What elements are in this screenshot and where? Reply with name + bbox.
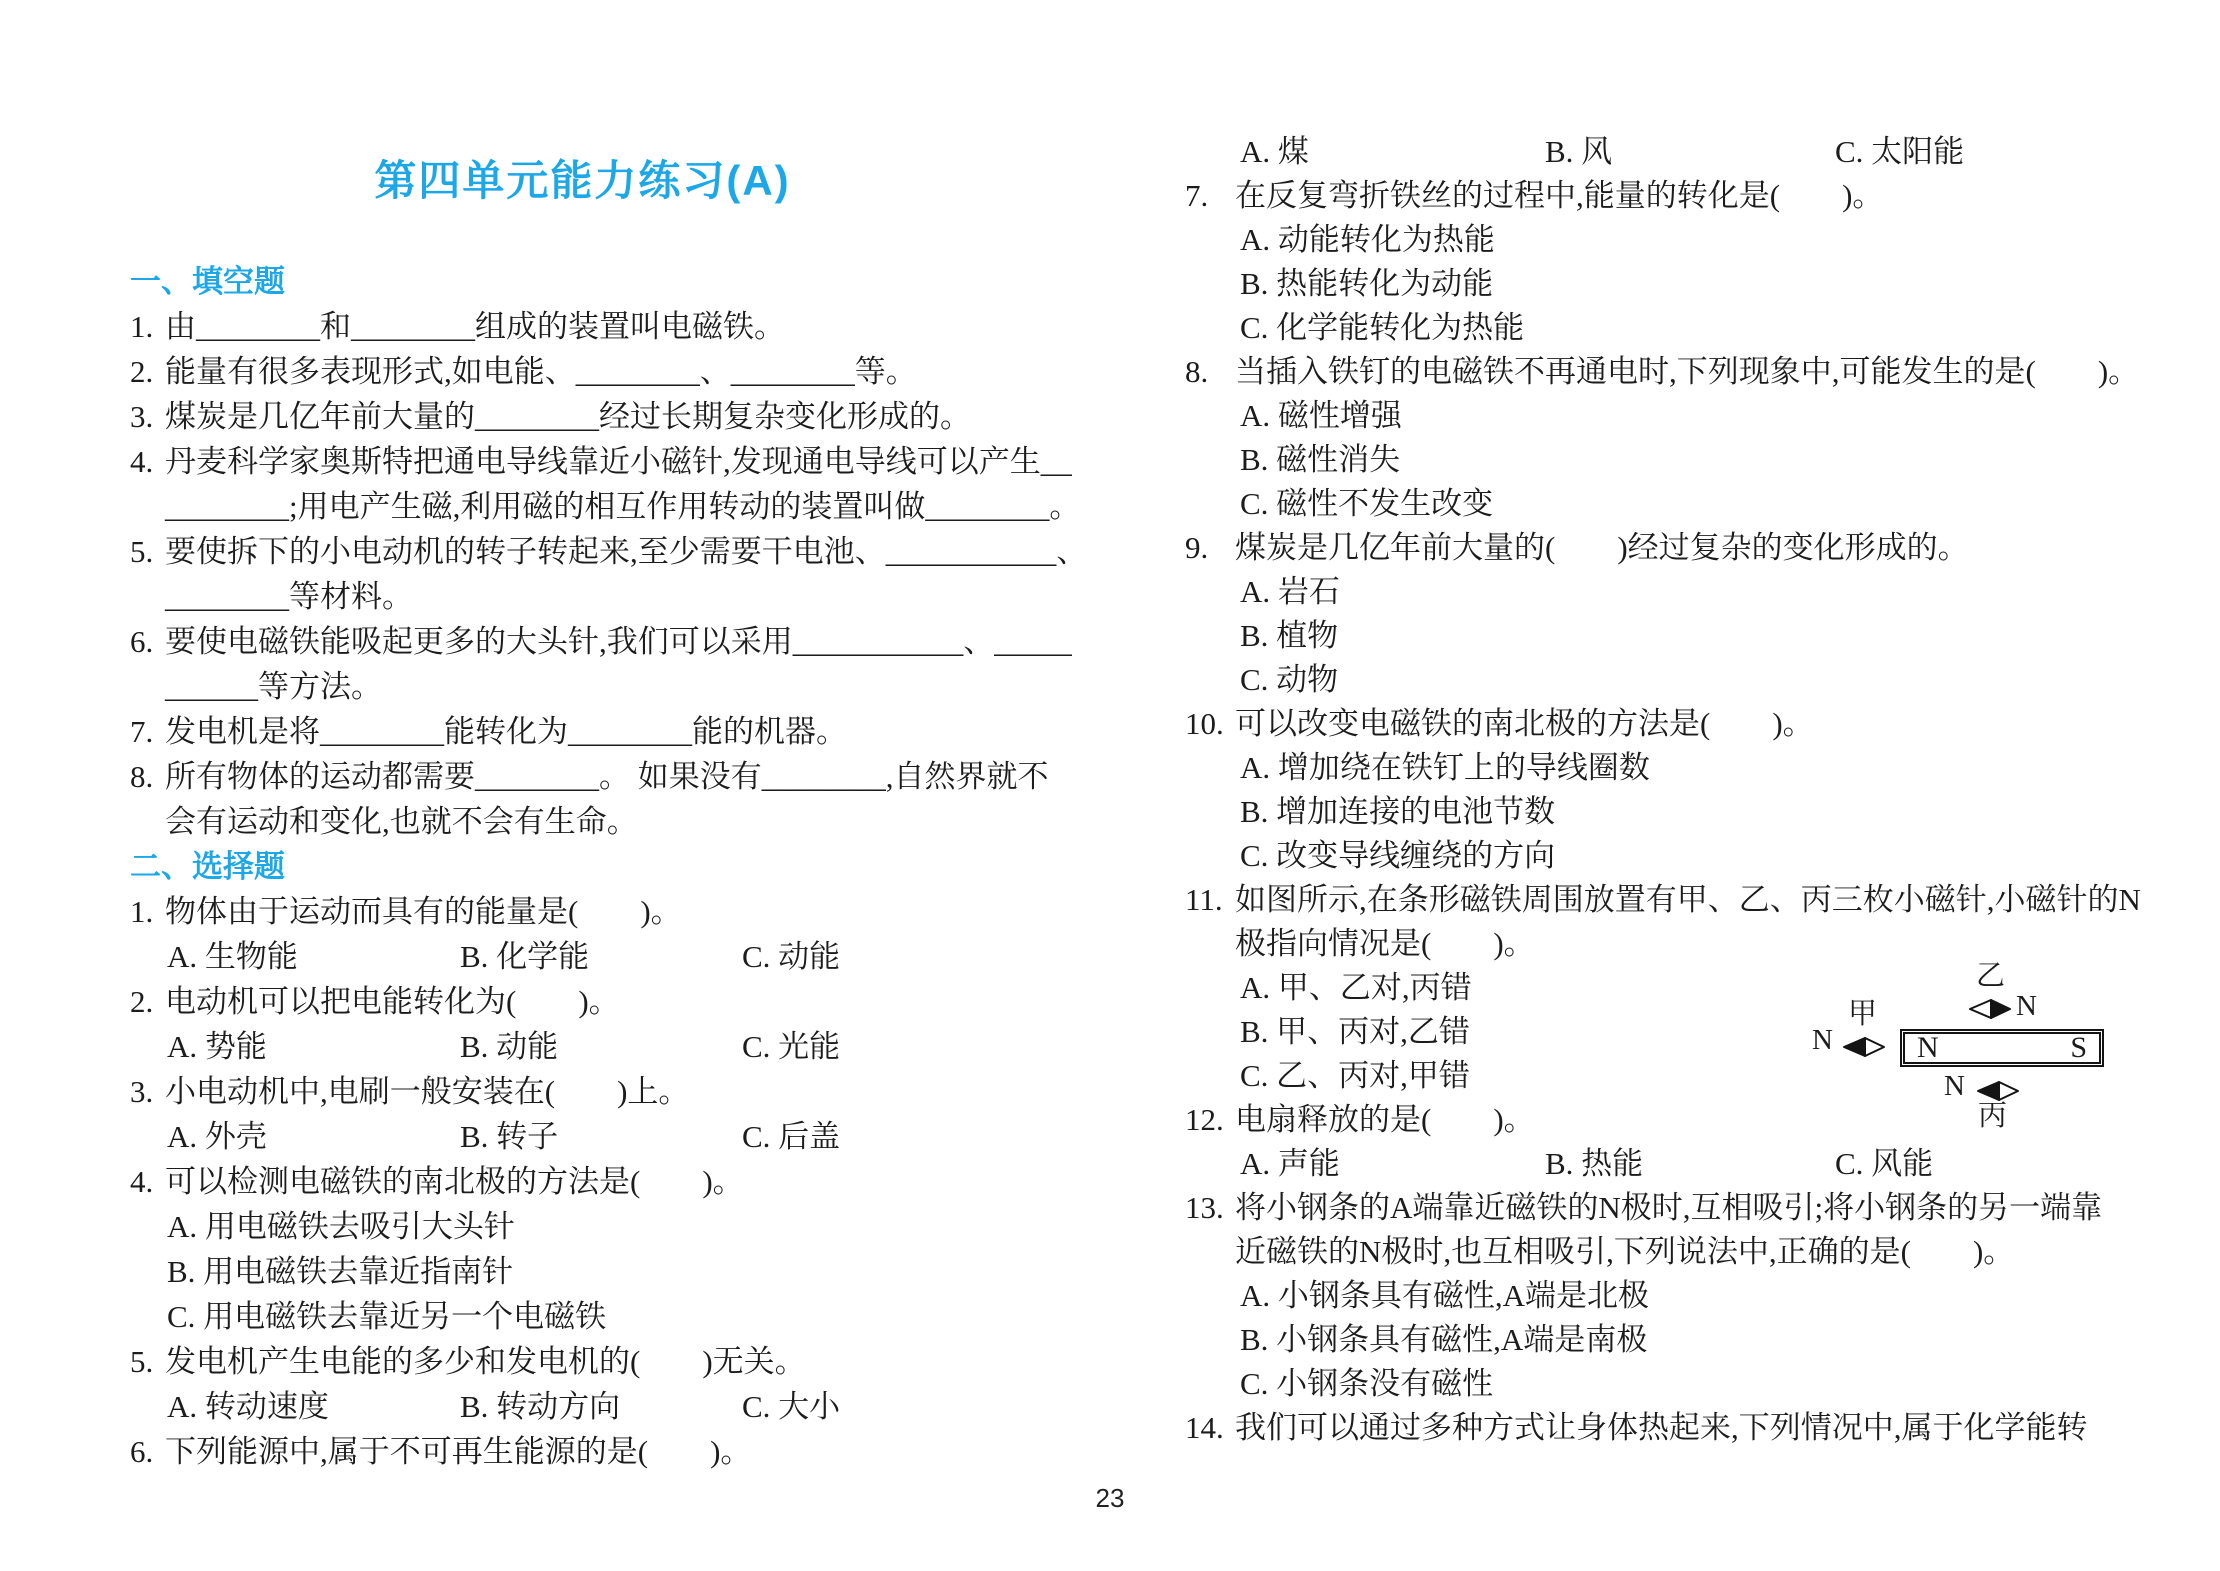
option-text: B. 磁性消失: [1240, 442, 1401, 477]
option-text: B. 甲、丙对,乙错: [1240, 1014, 1470, 1049]
question-text: 在反复弯折铁丝的过程中,能量的转化是( )。: [1235, 178, 1884, 213]
option-text: C. 改变导线缠绕的方向: [1240, 838, 1556, 873]
continuation-line: [130, 577, 1035, 622]
continuation-line: [130, 487, 1081, 532]
option-text: A. 动能转化为热能: [1240, 222, 1495, 257]
question-line: [130, 982, 1035, 1027]
option-line: [1185, 836, 2165, 880]
magnet-n-label: N: [1917, 1031, 1939, 1064]
page-title: 第四单元能力练习(A): [374, 157, 791, 204]
question-number: 13.: [1185, 1190, 1224, 1225]
question-number: 5.: [130, 534, 154, 569]
option-a: A. 声能: [1240, 1146, 1340, 1181]
option-text: B. 增加连接的电池节数: [1240, 794, 1556, 829]
needle-n-label: N: [1812, 1024, 1833, 1056]
question-text: 煤炭是几亿年前大量的( )经过复杂的变化形成的。: [1235, 530, 1969, 565]
option-c: C. 光能: [742, 1029, 841, 1064]
question-text: 电动机可以把电能转化为( )。: [165, 984, 620, 1019]
option-a: A. 转动速度: [167, 1389, 329, 1424]
continuation-line: [130, 802, 1035, 847]
question-number: 9.: [1185, 530, 1209, 565]
option-text: C. 动物: [1240, 662, 1339, 697]
question-text: 发电机产生电能的多少和发电机的( )无关。: [165, 1344, 806, 1379]
question-number: 6.: [130, 1434, 154, 1469]
question-line: [130, 622, 1072, 667]
compass-needle-icon: [1968, 997, 2012, 1021]
question-number: 1.: [130, 894, 154, 929]
continuation-line: [1185, 1232, 2165, 1276]
option-text: C. 磁性不发生改变: [1240, 486, 1494, 521]
question-text: 将小钢条的A端靠近磁铁的N极时,互相吸引;将小钢条的另一端靠: [1235, 1190, 2103, 1225]
question-line: [130, 442, 1072, 487]
option-text: C. 化学能转化为热能: [1240, 310, 1525, 345]
continuation-text: 近磁铁的N极时,也互相吸引,下列说法中,正确的是( )。: [1235, 1234, 2015, 1269]
question-number: 5.: [130, 1344, 154, 1379]
question-text: 小电动机中,电刷一般安装在( )上。: [165, 1074, 690, 1109]
question-number: 2.: [130, 984, 154, 1019]
option-text: B. 热能转化为动能: [1240, 266, 1494, 301]
option-c: C. 风能: [1835, 1146, 1934, 1181]
option-a: A. 势能: [167, 1029, 267, 1064]
option-text: C. 小钢条没有磁性: [1240, 1366, 1494, 1401]
option-row: [130, 937, 1035, 982]
continuation-text: ________;用电产生磁,利用磁的相互作用转动的装置叫做________。: [165, 489, 1081, 524]
question-line: [1185, 1408, 2165, 1452]
question-line: [1185, 880, 2165, 924]
needle-n-label: N: [1944, 1070, 1965, 1102]
question-text: 丹麦科学家奥斯特把通电导线靠近小磁针,发现通电导线可以产生__: [165, 444, 1072, 479]
option-line: [1185, 792, 2165, 836]
continuation-line: [130, 667, 1035, 712]
question-text: 要使拆下的小电动机的转子转起来,至少需要干电池、___________、: [165, 534, 1088, 569]
question-text: 如图所示,在条形磁铁周围放置有甲、乙、丙三枚小磁针,小磁针的N: [1235, 882, 2141, 917]
option-text: C. 用电磁铁去靠近另一个电磁铁: [167, 1299, 607, 1334]
option-line: [130, 1207, 1035, 1252]
question-number: 3.: [130, 399, 154, 434]
option-line: [1185, 264, 2165, 308]
needle-n-label: N: [2016, 990, 2037, 1022]
question-number: 7.: [130, 714, 154, 749]
option-text: B. 用电磁铁去靠近指南针: [167, 1254, 514, 1289]
question-number: 4.: [130, 444, 154, 479]
question-number: 3.: [130, 1074, 154, 1109]
compass-needle-icon: [1842, 1035, 1886, 1059]
question-text: 电扇释放的是( )。: [1235, 1102, 1535, 1137]
question-number: 8.: [1185, 354, 1209, 389]
option-line: [1185, 1320, 2165, 1364]
question-line: [1185, 176, 2165, 220]
question-number: 1.: [130, 309, 154, 344]
question-number: 14.: [1185, 1410, 1224, 1445]
option-text: B. 植物: [1240, 618, 1339, 653]
option-line: [1185, 1364, 2165, 1408]
option-text: B. 小钢条具有磁性,A端是南极: [1240, 1322, 1648, 1357]
question-number: 2.: [130, 354, 154, 389]
question-line: [130, 397, 1035, 442]
option-b: B. 热能: [1545, 1146, 1644, 1181]
option-a: A. 外壳: [167, 1119, 267, 1154]
option-b: B. 动能: [460, 1029, 559, 1064]
question-line: [130, 757, 1049, 802]
question-text: 所有物体的运动都需要________。 如果没有________,自然界就不: [165, 759, 1049, 794]
question-line: [1185, 352, 2165, 396]
question-line: [1185, 704, 2165, 748]
question-line: [130, 712, 1035, 757]
option-text: A. 磁性增强: [1240, 398, 1402, 433]
question-line: [130, 1162, 1035, 1207]
option-text: A. 小钢条具有磁性,A端是北极: [1240, 1278, 1650, 1313]
question-line: [130, 1072, 1035, 1117]
question-text: 发电机是将________能转化为________能的机器。: [165, 714, 847, 749]
option-line: [1185, 308, 2165, 352]
section-heading: 二、选择题: [130, 849, 285, 884]
needle-name-label: 丙: [1978, 1100, 2008, 1132]
magnet-s-label: S: [2070, 1031, 2087, 1064]
option-row: [130, 1027, 1035, 1072]
option-c: C. 大小: [742, 1389, 841, 1424]
question-text: 下列能源中,属于不可再生能源的是( )。: [165, 1434, 752, 1469]
question-text: 可以改变电磁铁的南北极的方法是( )。: [1235, 706, 1814, 741]
option-line: [1185, 748, 2165, 792]
question-text: 要使电磁铁能吸起更多的大头针,我们可以采用___________、_____: [165, 624, 1072, 659]
option-line: [1185, 484, 2165, 528]
continuation-text: ________等材料。: [165, 579, 413, 614]
question-line: [130, 532, 1088, 577]
magnet-diagram: [1790, 955, 2130, 1150]
question-text: 由________和________组成的装置叫电磁铁。: [165, 309, 785, 344]
question-line: [1185, 528, 2165, 572]
option-text: C. 乙、丙对,甲错: [1240, 1058, 1470, 1093]
option-b: B. 化学能: [460, 939, 590, 974]
option-line: [1185, 660, 2165, 704]
option-row: [1185, 132, 2165, 176]
option-text: A. 用电磁铁去吸引大头针: [167, 1209, 515, 1244]
question-number: 12.: [1185, 1102, 1224, 1137]
option-line: [1185, 572, 2165, 616]
needle-name-label: 乙: [1976, 960, 2006, 992]
question-text: 可以检测电磁铁的南北极的方法是( )。: [165, 1164, 744, 1199]
continuation-text: ______等方法。: [165, 669, 382, 704]
question-text: 煤炭是几亿年前大量的________经过长期复杂变化形成的。: [165, 399, 971, 434]
option-c: C. 太阳能: [1835, 134, 1965, 169]
option-a: A. 煤: [1240, 134, 1309, 169]
option-line: [130, 1252, 1035, 1297]
option-row: [130, 1117, 1035, 1162]
continuation-text: 极指向情况是( )。: [1235, 926, 1535, 961]
question-line: [1185, 1188, 2165, 1232]
question-number: 6.: [130, 624, 154, 659]
needle-name-label: 甲: [1848, 998, 1878, 1030]
question-text: 物体由于运动而具有的能量是( )。: [165, 894, 682, 929]
option-a: A. 生物能: [167, 939, 298, 974]
question-line: [130, 352, 1035, 397]
question-line: [130, 307, 1035, 352]
left-column: [130, 262, 1088, 1477]
page-number: 23: [1095, 1483, 1125, 1513]
question-number: 11.: [1185, 882, 1223, 917]
question-line: [130, 892, 1035, 937]
option-line: [1185, 440, 2165, 484]
question-line: [130, 1342, 1035, 1387]
option-text: A. 岩石: [1240, 574, 1340, 609]
option-line: [130, 1297, 1035, 1342]
option-c: C. 动能: [742, 939, 841, 974]
option-row: [130, 1387, 1035, 1432]
continuation-text: 会有运动和变化,也就不会有生命。: [165, 804, 638, 839]
question-number: 4.: [130, 1164, 154, 1199]
option-line: [1185, 1276, 2165, 1320]
question-text: 我们可以通过多种方式让身体热起来,下列情况中,属于化学能转: [1235, 1410, 2088, 1445]
right-column: [1185, 132, 2165, 1452]
option-b: B. 转动方向: [460, 1389, 621, 1424]
question-number: 8.: [130, 759, 154, 794]
option-line: [1185, 396, 2165, 440]
bar-magnet: [1900, 1029, 2104, 1067]
question-text: 能量有很多表现形式,如电能、________、________等。: [165, 354, 917, 389]
option-b: B. 风: [1545, 134, 1613, 169]
option-b: B. 转子: [460, 1119, 559, 1154]
option-line: [1185, 616, 2165, 660]
question-text: 当插入铁钉的电磁铁不再通电时,下列现象中,可能发生的是( )。: [1235, 354, 2140, 389]
option-line: [1185, 220, 2165, 264]
option-text: A. 甲、乙对,丙错: [1240, 970, 1472, 1005]
question-line: [130, 1432, 1035, 1477]
section-heading: 一、填空题: [130, 264, 285, 299]
option-text: A. 增加绕在铁钉上的导线圈数: [1240, 750, 1650, 785]
question-number: 10.: [1185, 706, 1224, 741]
option-row: [1185, 1144, 2165, 1188]
question-number: 7.: [1185, 178, 1209, 213]
option-c: C. 后盖: [742, 1119, 841, 1154]
